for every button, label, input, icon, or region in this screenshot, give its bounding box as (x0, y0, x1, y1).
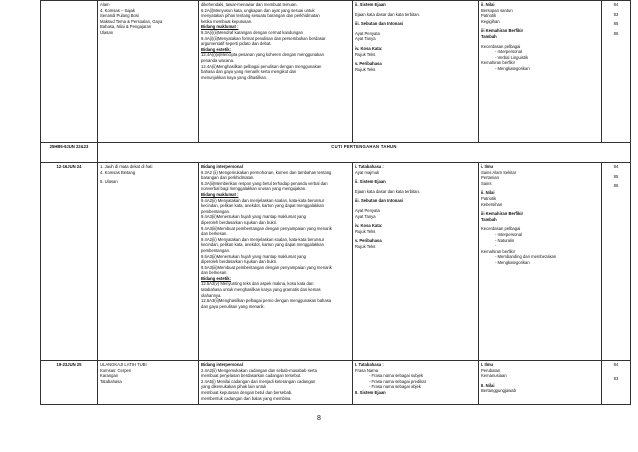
cell-line: 9.4A2(ii) Menyatakan dan menjelaskan soalan, kata-kata berunsur (201, 197, 325, 203)
cell-line: 6.3A(ii)Memberikan respon yang betul terhadap penanda verbal dan (201, 180, 328, 186)
values-cell (479, 361, 602, 405)
cell-line: diperoleh berdasarkan rujukan dan bukti. (201, 259, 277, 265)
cell-line: I. Tatabahasa : (355, 362, 384, 367)
cell-line: Kecerdasan pelbagai (481, 43, 521, 49)
cell-line: - Mengkategorikan (495, 65, 530, 71)
cell-line: Ejaan kata dasar dan kata terbitan. (355, 188, 420, 194)
cell-line: menyatakan pihan tentang sesuatu barangan dan perkhidmatan (201, 13, 320, 19)
cell-line: yang dikemukakan pihak lain untuk (201, 384, 267, 390)
cell-line: Ayat Penyata (355, 207, 380, 213)
cell-line: v. Peribahasa (355, 61, 382, 67)
cell-line: ii. Nilai (481, 2, 495, 7)
cell-line: diperoleh berdasarkan rujukan dan bukti. (201, 219, 277, 225)
cell-line: i. Tatabahasa : (355, 164, 384, 169)
cell-line: 12.5A2(v) Menyunting teks dari aspek makna, kosa kata dan (201, 281, 314, 287)
cell-line: 9.3A(i)(ii)Mendraf karangan dengan cermat kandungan (201, 29, 303, 35)
cell-line: dan berkesan. (201, 270, 228, 276)
page-ref: 83 (613, 11, 619, 17)
standard-cell (199, 1, 353, 143)
cell-line: 1. Jauh di mata dekat di hati (100, 164, 153, 169)
cell-line: Kebersihan (481, 201, 503, 207)
cell-line: 6.3A2 (ii) Mengemukakan permohonan, komen dan tambahan tentang (201, 169, 332, 175)
cell-line: Rujuk Teks (355, 66, 376, 72)
cell-line: Tambah (481, 33, 497, 39)
cell-line: - Frasa nama sebagai subjek (369, 373, 423, 379)
cell-line: 2.4A2(ii) Mengemukakan cadangan dan sebab-musabab serta (201, 367, 317, 373)
cell-line: ii. Nilai (481, 190, 495, 196)
cell-line: 2.4A5(i) Menilai cadangan dan menjadi keterangan cadangan (201, 378, 316, 384)
cell-line: - Frasa nama sebagai predikat (369, 378, 426, 384)
cell-line: ii. Sistem Ejaan (355, 179, 386, 185)
topic-cell (98, 1, 199, 143)
cell-line: Ulasan (100, 29, 114, 35)
cell-line: barangan dan perkhidmatan. (201, 175, 255, 181)
cell-line: Ayat Tanya (355, 213, 376, 219)
page-ref: 86 (613, 30, 619, 36)
holiday-label: CUTI PERTENGAHAN TAHUN (98, 143, 631, 163)
cell-line: dan gaya penulisan yang menarik. (201, 303, 265, 309)
holiday-row (41, 143, 631, 163)
table-row (41, 163, 631, 361)
language-cell (353, 361, 479, 405)
cell-line: iii. Sebutan dan Intonasi (355, 198, 404, 204)
cell-line: iii. Sebutan dan Intonasi (355, 21, 404, 27)
cell-line: - Frasa nama sebagai objek (369, 384, 421, 390)
cell-line: II. Nilai (481, 382, 495, 388)
cell-line: menunjukkan kaya yang dihasilkan. (201, 74, 268, 80)
cell-line: Bidang maklumat : (201, 24, 239, 30)
cell-line: Maksud Tema & Persoalan, Gaya (100, 18, 163, 24)
cell-line: Patriotik (481, 195, 497, 201)
cell-line: kecindan, pelikan kata, anekdot, kartun yang dapat menggalakkan (201, 203, 324, 209)
cell-line: Kemahiran berfikir (481, 60, 515, 66)
cell-line: dikehendaki, tawar-menawar dan membuat temuan. (201, 2, 298, 7)
cell-line: 9.4A3(iii)Membuat pembentangan dengan penyampaian yang menarik (201, 225, 332, 231)
cell-line: Sains Alam Sekitar (481, 169, 517, 175)
cell-line: ii. Sistem Ejaan (355, 2, 386, 7)
cell-line: penanda wacana. (201, 57, 235, 63)
cell-line: Ayat Tanya (355, 36, 376, 42)
cell-line: argumentatif seperti pidato dan debat. (201, 41, 272, 47)
page-ref: 85 (613, 173, 619, 179)
cell-line: dan berkesan. (201, 231, 228, 237)
cell-line: - Interpersonal (495, 231, 522, 237)
cell-line: pembentangan. (201, 208, 231, 214)
cell-line: Bahasa, Nilai & Pengajaran (100, 24, 152, 30)
cell-line: Kecerdasan pelbagai (481, 226, 521, 232)
week-cell: 19-23JUN 25 (41, 361, 98, 405)
cell-line: membuat keputusan dengan betul dan bersebab. (201, 389, 293, 395)
topic-cell (98, 163, 199, 361)
cell-line: - Membanding dan membezakan (495, 254, 557, 260)
cell-line: Kemanusiaan (481, 373, 507, 379)
cell-line: Bidang interpersonal (201, 164, 243, 169)
standard-cell (199, 361, 353, 405)
page-ref: 84 (613, 164, 619, 169)
cell-line: Komsas: Cerpen (100, 367, 132, 373)
cell-line: Frasa Nama (355, 367, 379, 373)
cell-line: bahasa dan gaya yang menarik serta mengikut dan (201, 69, 297, 75)
cell-line: olahannya. (201, 292, 222, 298)
cell-line: 9.5A3(iii)Membuat pembentangan dengan penyampaian yang menarik (201, 264, 332, 270)
cell-line: Kegigihan (481, 18, 500, 24)
page-ref: 85 (613, 21, 619, 27)
week-cell (41, 1, 98, 143)
page-ref-cell (602, 361, 631, 405)
holiday-week-cell: 25HB5-9JUN 22&23 (41, 143, 98, 163)
page-number: 8 (317, 415, 321, 422)
cell-line: 9.5A3(ii)Menentukan hujah yang mantap maklumat yang (201, 253, 306, 259)
cell-line: Sains (481, 180, 492, 186)
standard-cell (199, 163, 353, 361)
cell-line: 12.4A(i)(ii)Mencipta pesanan yang koheren dengan menggunakan (201, 52, 324, 58)
cell-line: - Mengkategorikan (495, 259, 530, 265)
language-cell (353, 1, 479, 143)
cell-line: iii Kemahiran Berfikir (481, 211, 524, 217)
cell-line: I. Ilmu (481, 362, 494, 367)
page-ref-cell (602, 1, 631, 143)
page-ref: 84 (613, 362, 619, 367)
lesson-plan-table (40, 0, 631, 405)
cell-line: 9.4A2(ii) Menyatakan dan menjelaskan soalan, kata-kata berunsur (201, 236, 325, 242)
table-row (41, 1, 631, 143)
page-ref-cell (602, 163, 631, 361)
week-cell: 12-16JUN 24 (41, 163, 98, 361)
cell-line: iv. Kosa Kata: (355, 223, 383, 229)
cell-line: kecindan, pelikan kata, anekdot, kartun yang dapat menggalakkan (201, 242, 324, 248)
cell-line: 9.4A3(ii)Menentukan hujah yang mantap maklumat yang (201, 214, 306, 220)
cell-line: 4. Komsas Bintang (100, 169, 136, 175)
cell-line: - Verbal Linguistik (495, 54, 529, 60)
cell-line: II. Sistem Ejaan (355, 389, 386, 395)
cell-line: Ayat Penyata (355, 30, 380, 36)
values-cell (479, 1, 602, 143)
cell-line: Bidang interpersonal (201, 362, 243, 367)
cell-line: Patriotik (481, 13, 497, 19)
cell-line: - Interpersonal (495, 49, 522, 55)
cell-line: Senandi Pulang Bosi (100, 13, 139, 19)
topic-cell (98, 361, 199, 405)
cell-line: Tambah (481, 216, 497, 222)
cell-line: 12.4A(ii)Menghasilkan pelbagai penulisan dengan menggunakan (201, 63, 322, 69)
cell-line: Bidang estetik: (201, 46, 232, 52)
cell-line: Bidang estetik: (201, 275, 232, 281)
page-ref: 83 (613, 375, 619, 381)
cell-line: Rujuk Teks (355, 243, 376, 249)
table-row (41, 361, 631, 405)
cell-line: 6.2A(i)Menyusun kata, ungkapan dan ayat yang sesuai untuk (201, 7, 315, 13)
cell-line: Kemahiran berfikir (481, 248, 515, 254)
cell-line: Karangan (100, 373, 119, 379)
language-cell (353, 163, 479, 361)
page-ref: 84 (613, 2, 619, 7)
cell-line: Bertanggungjawab (481, 388, 516, 394)
cell-line: Rujuk Teks (355, 51, 376, 57)
cell-line: ketika membuat keputusan. (201, 18, 253, 24)
cell-line: 12.6A3(ii)Menghasilkan pelbagai pemo dengan menggunakan bahasa (201, 298, 332, 304)
cell-line: i. Ilmu (481, 164, 494, 169)
cell-line: Pertanian (481, 175, 499, 181)
cell-line: Bersopan santun (481, 7, 513, 13)
cell-line: iv. Kosa Kata: (355, 45, 383, 51)
cell-line: v. Peribahasa (355, 238, 382, 244)
cell-line: iii Kemahiran Berfikir (481, 28, 524, 34)
cell-line: - (495, 243, 497, 249)
cell-line: Ejaan kata dasar dan kata terbitan. (355, 11, 420, 17)
cell-line: 5. Ulasan (100, 179, 118, 185)
cell-line: pembentangan. (201, 247, 231, 253)
cell-line: tatabahasa untuk menghasilkan karya yang gramatis dan kemas (201, 287, 321, 293)
cell-line: nonverbal bagi menggalakkan urusan yang mengujakan. (201, 186, 307, 192)
cell-line: Alam (100, 2, 110, 7)
cell-line: Perubatan (481, 367, 501, 373)
cell-line: Bidang maklumat : (201, 191, 239, 197)
cell-line: Ayat majmuk (355, 169, 380, 175)
cell-line: ULANGKAJI LATIH TUBI (100, 362, 147, 367)
cell-line: Tatabahasa (100, 378, 122, 384)
cell-line: membentuk cadangan dan balas yang membina. (201, 395, 292, 401)
cell-line: membuat penjelasan berdasarkan cadangan tersebut. (201, 373, 302, 379)
values-cell (479, 163, 602, 361)
cell-line: Rujuk Teks (355, 228, 376, 234)
page-ref: 86 (613, 183, 619, 189)
cell-line: 9.4A(i)(ii)Menyatakan format penulisan dan persembahan berdasar (201, 35, 326, 41)
cell-line: 4. Komsas – Sajak (100, 7, 135, 13)
cell-line: - Naturalis (495, 237, 515, 243)
